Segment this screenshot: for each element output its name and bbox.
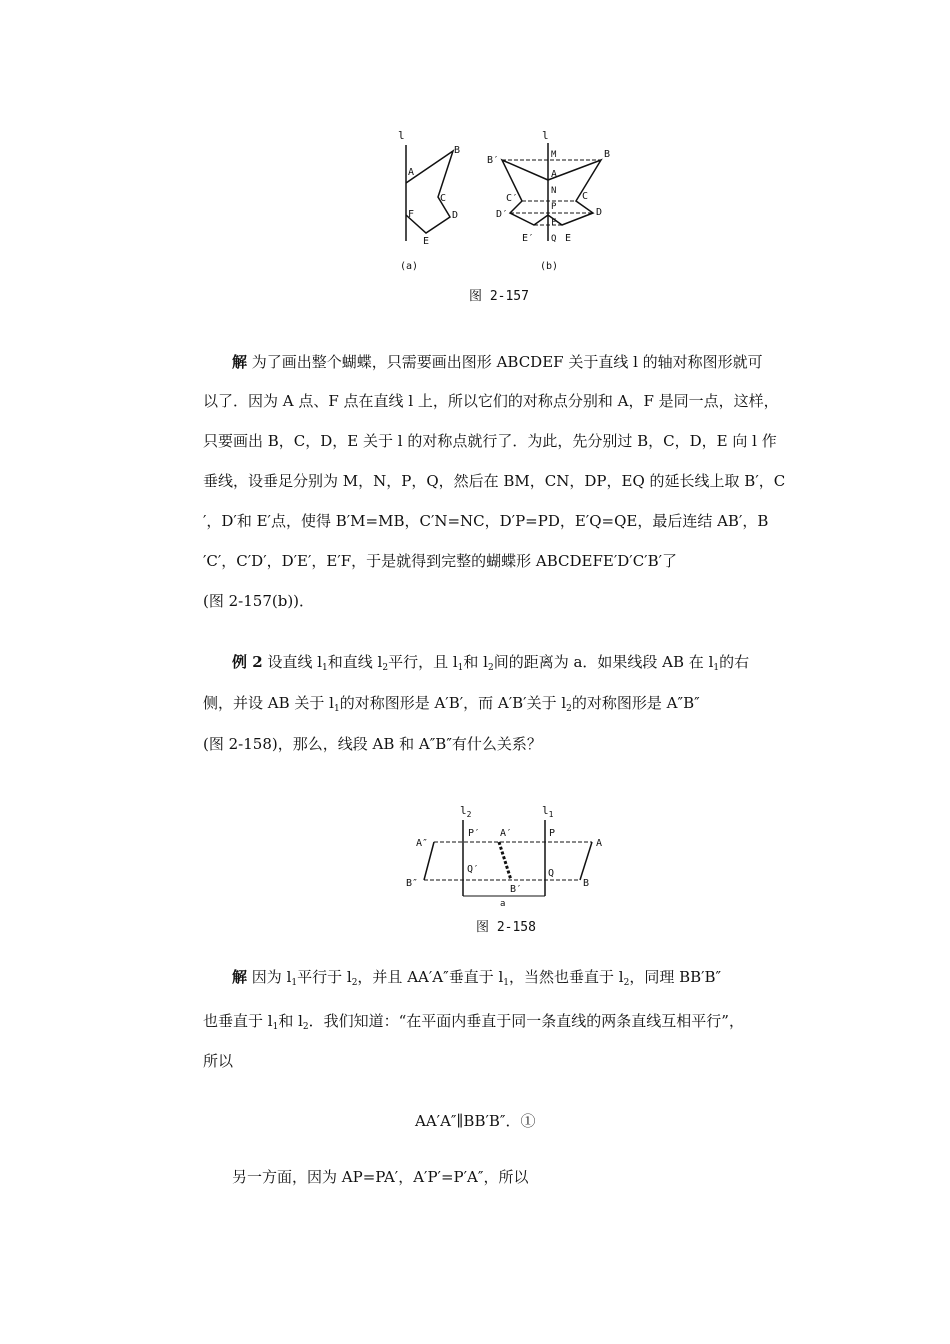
label-a-l: l: [398, 129, 405, 142]
label-Q: Q: [548, 868, 555, 879]
solution2-line3: 所以: [203, 1052, 234, 1070]
sub-caption-b: (b): [540, 261, 559, 272]
solution2-line2: 也垂直于 $l_1$和 $l_2$．我们知道：“在平面内垂直于同一条直线的两条直线互相平行”，: [203, 1012, 744, 1032]
formula-1: AA′A″∥BB′B″．①: [415, 1112, 536, 1130]
label-A2: A″: [416, 838, 429, 849]
example2-label: 例 2: [232, 653, 263, 671]
solution1-line4: 垂线，设垂足分别为 M，N，P，Q，然后在 BM，CN，DP，EQ 的延长线上取 B′，C: [203, 472, 786, 490]
solution1-line6: ′C′，C′D′，D′E′，E′F，于是就得到完整的蝴蝶形 ABCDEFE′D′C′B′了: [203, 552, 678, 570]
label-b-B1: B′: [487, 155, 500, 166]
solution1-line2: 以了．因为 A 点、F 点在直线 l 上，所以它们的对称点分别和 A，F 是同一点，这样，: [203, 392, 779, 410]
label-l2: $l_2$: [460, 804, 472, 819]
label-b-D: D: [596, 207, 603, 218]
reflection-diagram: [400, 800, 620, 910]
label-a: a: [500, 899, 506, 909]
label-B: B: [583, 878, 590, 889]
label-a-A: A: [408, 167, 415, 178]
label-a-D: D: [452, 210, 459, 221]
solution1-line1: 解 为了画出整个蝴蝶，只需要画出图形 ABCDEF 关于直线 l 的轴对称图形就可: [232, 353, 763, 371]
butterfly-diagram: [390, 125, 630, 275]
label-A: A: [596, 838, 603, 849]
figure-2-157-caption: 图 2-157: [469, 289, 529, 304]
label-a-E: E: [423, 236, 430, 247]
label-b-Q: Q: [551, 234, 557, 244]
label-b-E1: E′: [522, 233, 535, 244]
label-a-B: B: [454, 145, 461, 156]
solution1-label: 解: [232, 353, 248, 371]
label-b-N: N: [551, 186, 557, 196]
label-b-P: P: [551, 202, 557, 212]
label-b-B: B: [604, 149, 611, 160]
label-b-C1: C′: [506, 193, 519, 204]
figure-2-158-caption: 图 2-158: [476, 920, 536, 935]
example2-line3: (图 2-158)，那么，线段 AB 和 A″B″有什么关系？: [203, 735, 542, 753]
label-B1: B′: [510, 884, 523, 895]
label-A1: A′: [500, 828, 513, 839]
solution1-line7: (图 2-157(b))．: [203, 592, 315, 610]
example2-line2: 侧，并设 AB 关于 $l_1$的对称图形是 A′B′，而 A′B′关于 $l_2$的对称图形是 A″B″: [203, 694, 700, 714]
label-b-l: l: [542, 129, 549, 142]
label-b-E: E: [565, 233, 572, 244]
label-b-C: C: [582, 191, 589, 202]
label-a-F: F: [408, 209, 415, 220]
label-P: P: [549, 828, 556, 839]
solution2-line1: 解 因为 $l_1$平行于 $l_2$，并且 AA′A″垂直于 $l_1$，当然也垂直于 $l_2$，同理 BB′B″: [232, 968, 722, 988]
label-l1: $l_1$: [542, 804, 554, 819]
label-B2: B″: [406, 878, 419, 889]
example2-line1: 例 2 设直线 $l_1$和直线 $l_2$平行，且 $l_1$和 $l_2$间的距离为 a．如果线段 AB 在 $l_1$的右: [232, 653, 750, 673]
solution2-line4: 另一方面，因为 AP=PA′，A′P′=P′A″，所以: [232, 1168, 529, 1186]
solution2-label: 解: [232, 968, 248, 986]
solution1-line5: ′，D′和 E′点，使得 B′M=MB，C′N=NC，D′P=PD，E′Q=QE，最后连结 AB′，B: [203, 512, 769, 530]
label-b-A: A: [551, 169, 558, 180]
sub-caption-a: (a): [400, 261, 419, 272]
label-b-D1: D′: [496, 209, 509, 220]
label-b-M: M: [551, 150, 557, 160]
figure-2-158: [400, 800, 620, 910]
label-P1: P′: [468, 828, 481, 839]
label-a-C: C: [440, 193, 447, 204]
solution1-line3: 只要画出 B，C，D，E 关于 l 的对称点就行了．为此，先分别过 B，C，D，E 向 l 作: [203, 432, 777, 450]
label-b-F: F: [551, 218, 557, 228]
label-Q1: Q′: [467, 864, 480, 875]
figure-2-157: [390, 125, 630, 275]
